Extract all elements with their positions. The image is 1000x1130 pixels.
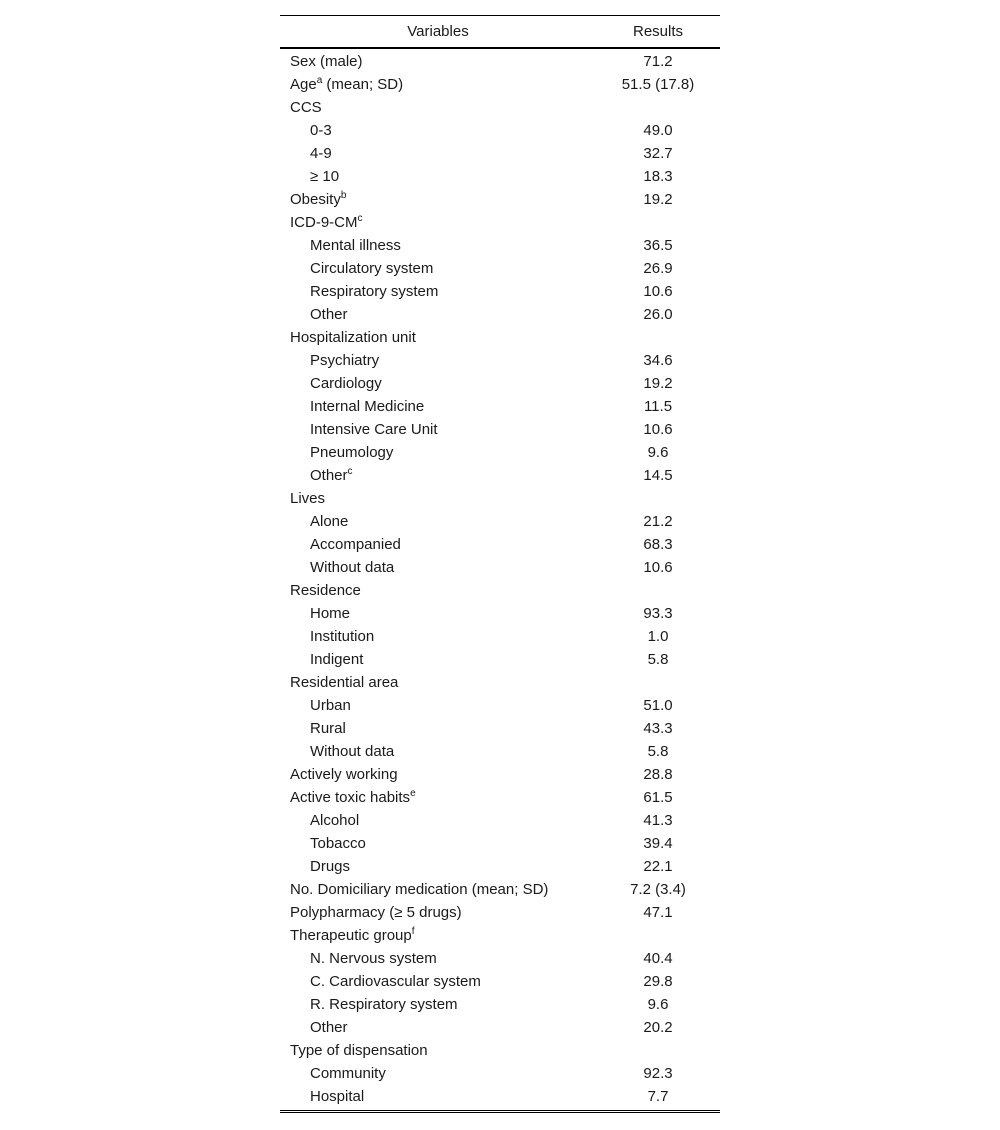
- table-row: [280, 717, 720, 740]
- variable-cell: [280, 188, 596, 211]
- variable-cell: [280, 96, 596, 119]
- variable-cell: [280, 855, 596, 878]
- footnote-marker: a: [316, 75, 323, 86]
- table-row: [280, 809, 720, 832]
- table-row: [280, 579, 720, 602]
- variable-label: Alone: [310, 513, 349, 530]
- table-row: [280, 786, 720, 809]
- result-value: 18.3: [643, 168, 673, 185]
- variable-cell: [280, 487, 596, 510]
- table-row: [280, 372, 720, 395]
- variable-cell: [280, 993, 596, 1016]
- result-value: 5.8: [647, 743, 669, 760]
- table-row: [280, 1039, 720, 1062]
- result-value: [596, 326, 720, 349]
- variable-label: Drugs: [310, 858, 351, 875]
- variable-label: Cardiology: [310, 375, 382, 392]
- table-body: [280, 48, 720, 1112]
- result-value: 39.4: [643, 835, 673, 852]
- result-value: 11.5: [643, 398, 673, 415]
- table-row: [280, 257, 720, 280]
- result-value: [596, 671, 720, 694]
- table-row: [280, 832, 720, 855]
- variable-label: Other: [310, 467, 348, 484]
- variable-label: Psychiatry: [310, 352, 380, 369]
- variable-cell: [280, 372, 596, 395]
- variable-label: Therapeutic group: [290, 927, 412, 944]
- variable-label: Residence: [290, 582, 361, 599]
- table-row: [280, 878, 720, 901]
- variable-cell: [280, 48, 596, 73]
- result-value: 47.1: [643, 904, 673, 921]
- table-row: [280, 970, 720, 993]
- result-value: [596, 579, 720, 602]
- result-value: [596, 1039, 720, 1062]
- table-row: [280, 901, 720, 924]
- variable-cell: [280, 303, 596, 326]
- variable-label: ≥ 10: [310, 168, 340, 185]
- result-value: 5.8: [647, 651, 669, 668]
- variable-label: ICD-9-CM: [290, 214, 358, 231]
- variable-label: CCS: [290, 99, 322, 116]
- result-value: 93.3: [643, 605, 673, 622]
- table-row: [280, 855, 720, 878]
- footnote-marker: c: [357, 213, 363, 224]
- table-row: [280, 349, 720, 372]
- result-value: [596, 211, 720, 234]
- table-header: [280, 16, 720, 49]
- table-row: [280, 211, 720, 234]
- variable-cell: [280, 533, 596, 556]
- result-value: 61.5: [643, 789, 673, 806]
- variable-label: 0-3: [310, 122, 332, 139]
- variable-cell: [280, 257, 596, 280]
- header-row: [280, 16, 720, 49]
- variable-cell: [280, 947, 596, 970]
- footnote-marker: f: [411, 926, 415, 937]
- variable-label: Polypharmacy (≥ 5 drugs): [290, 904, 462, 921]
- variable-label: Pneumology: [310, 444, 394, 461]
- variable-cell: [280, 165, 596, 188]
- variable-label: Without data: [310, 559, 395, 576]
- variable-label-suffix: (mean; SD): [322, 76, 404, 93]
- result-value: 14.5: [643, 467, 673, 484]
- result-value: 19.2: [643, 191, 673, 208]
- variable-cell: [280, 395, 596, 418]
- variable-label: Hospitalization unit: [290, 329, 416, 346]
- variable-cell: [280, 878, 596, 901]
- table-row: [280, 993, 720, 1016]
- variable-label: Respiratory system: [310, 283, 439, 300]
- table-row: [280, 418, 720, 441]
- table-row: [280, 763, 720, 786]
- variable-cell: [280, 119, 596, 142]
- result-value: 20.2: [643, 1019, 673, 1036]
- table-row: [280, 947, 720, 970]
- table-row: [280, 464, 720, 487]
- result-value: 10.6: [643, 283, 673, 300]
- variable-label: Indigent: [310, 651, 364, 668]
- result-value: 32.7: [643, 145, 673, 162]
- result-value: 68.3: [643, 536, 673, 553]
- table-row: [280, 303, 720, 326]
- variable-label: Urban: [310, 697, 351, 714]
- variable-cell: [280, 73, 596, 96]
- result-value: 26.0: [643, 306, 673, 323]
- table-row: [280, 694, 720, 717]
- table-row: [280, 487, 720, 510]
- variable-label: Without data: [310, 743, 395, 760]
- variable-label: Age: [290, 76, 317, 93]
- table-row: [280, 48, 720, 73]
- variable-label: Community: [310, 1065, 386, 1082]
- variable-cell: [280, 556, 596, 579]
- variable-label: N. Nervous system: [310, 950, 437, 967]
- patient-characteristics-table-wrapper: [280, 15, 720, 1113]
- result-value: 34.6: [643, 352, 673, 369]
- variable-cell: [280, 671, 596, 694]
- variable-label: Residential area: [290, 674, 399, 691]
- table-row: [280, 740, 720, 763]
- variable-cell: [280, 694, 596, 717]
- variable-cell: [280, 1016, 596, 1039]
- variable-label: No. Domiciliary medication (mean; SD): [290, 881, 549, 898]
- result-value: 7.7: [647, 1088, 669, 1105]
- variable-label: Hospital: [310, 1088, 365, 1105]
- result-value: 22.1: [643, 858, 673, 875]
- variable-cell: [280, 832, 596, 855]
- table-row: [280, 533, 720, 556]
- result-value: 21.2: [643, 513, 673, 530]
- table-row: [280, 924, 720, 947]
- variable-label: Alcohol: [310, 812, 360, 829]
- table-row: [280, 441, 720, 464]
- variable-cell: [280, 648, 596, 671]
- table-row: [280, 234, 720, 257]
- result-value: [596, 487, 720, 510]
- variable-label: Obesity: [290, 191, 341, 208]
- table-row: [280, 395, 720, 418]
- table-row: [280, 280, 720, 303]
- variable-cell: [280, 740, 596, 763]
- table-row: [280, 671, 720, 694]
- variable-cell: [280, 786, 596, 809]
- variable-cell: [280, 901, 596, 924]
- result-value: [596, 96, 720, 119]
- variable-cell: [280, 924, 596, 947]
- table-row: [280, 625, 720, 648]
- result-value: 40.4: [643, 950, 673, 967]
- result-value: 1.0: [647, 628, 669, 645]
- table-row: [280, 142, 720, 165]
- header-variables: Variables: [280, 16, 596, 49]
- variable-label: Intensive Care Unit: [310, 421, 438, 438]
- variable-label: Other: [310, 1019, 348, 1036]
- result-value: 9.6: [647, 996, 669, 1013]
- variable-cell: [280, 349, 596, 372]
- result-value: 9.6: [647, 444, 669, 461]
- footnote-marker: c: [347, 466, 353, 477]
- result-value: 19.2: [643, 375, 673, 392]
- variable-cell: [280, 579, 596, 602]
- result-value: 10.6: [643, 421, 673, 438]
- variable-label: Home: [310, 605, 351, 622]
- variable-cell: [280, 602, 596, 625]
- table-row: [280, 510, 720, 533]
- result-value: 36.5: [643, 237, 673, 254]
- variable-label: Internal Medicine: [310, 398, 425, 415]
- variable-label: R. Respiratory system: [310, 996, 458, 1013]
- variable-label: Mental illness: [310, 237, 401, 254]
- table-row: [280, 1062, 720, 1085]
- result-value: 71.2: [643, 53, 673, 70]
- table-row: [280, 119, 720, 142]
- variable-label: C. Cardiovascular system: [310, 973, 481, 990]
- patient-characteristics-table: [280, 15, 720, 1113]
- variable-label: Circulatory system: [310, 260, 434, 277]
- result-value: [596, 924, 720, 947]
- variable-cell: [280, 1062, 596, 1085]
- footnote-marker: e: [410, 788, 416, 799]
- table-row: [280, 188, 720, 211]
- result-value: 7.2 (3.4): [630, 881, 686, 898]
- result-value: 26.9: [643, 260, 673, 277]
- table-row: [280, 1016, 720, 1039]
- variable-cell: [280, 326, 596, 349]
- variable-label: Type of dispensation: [290, 1042, 428, 1059]
- variable-cell: [280, 441, 596, 464]
- table-row: [280, 648, 720, 671]
- result-value: 51.0: [643, 697, 673, 714]
- variable-label: Accompanied: [310, 536, 401, 553]
- variable-label: Tobacco: [310, 835, 366, 852]
- table-row: [280, 556, 720, 579]
- variable-cell: [280, 1039, 596, 1062]
- variable-cell: [280, 418, 596, 441]
- result-value: 92.3: [643, 1065, 673, 1082]
- result-value: 41.3: [643, 812, 673, 829]
- variable-cell: [280, 142, 596, 165]
- variable-cell: [280, 280, 596, 303]
- header-results: Results: [596, 16, 720, 49]
- table-row: [280, 1085, 720, 1112]
- variable-cell: [280, 211, 596, 234]
- variable-label: Institution: [310, 628, 375, 645]
- variable-label: Actively working: [290, 766, 398, 783]
- variable-cell: [280, 464, 596, 487]
- variable-label: Lives: [290, 490, 326, 507]
- variable-label: 4-9: [310, 145, 332, 162]
- variable-cell: [280, 763, 596, 786]
- variable-label: Sex (male): [290, 53, 363, 70]
- table-row: [280, 73, 720, 96]
- variable-label: Rural: [310, 720, 346, 737]
- result-value: 51.5 (17.8): [621, 76, 695, 93]
- result-value: 29.8: [643, 973, 673, 990]
- table-row: [280, 602, 720, 625]
- variable-cell: [280, 809, 596, 832]
- table-row: [280, 165, 720, 188]
- variable-cell: [280, 970, 596, 993]
- variable-cell: [280, 234, 596, 257]
- variable-cell: [280, 625, 596, 648]
- variable-cell: [280, 1085, 596, 1112]
- variable-label: Active toxic habits: [290, 789, 411, 806]
- variable-cell: [280, 510, 596, 533]
- variable-cell: [280, 717, 596, 740]
- variable-label: Other: [310, 306, 348, 323]
- result-value: 43.3: [643, 720, 673, 737]
- table-row: [280, 326, 720, 349]
- result-value: 28.8: [643, 766, 673, 783]
- table-row: [280, 96, 720, 119]
- result-value: 49.0: [643, 122, 673, 139]
- footnote-marker: b: [340, 190, 347, 201]
- result-value: 10.6: [643, 559, 673, 576]
